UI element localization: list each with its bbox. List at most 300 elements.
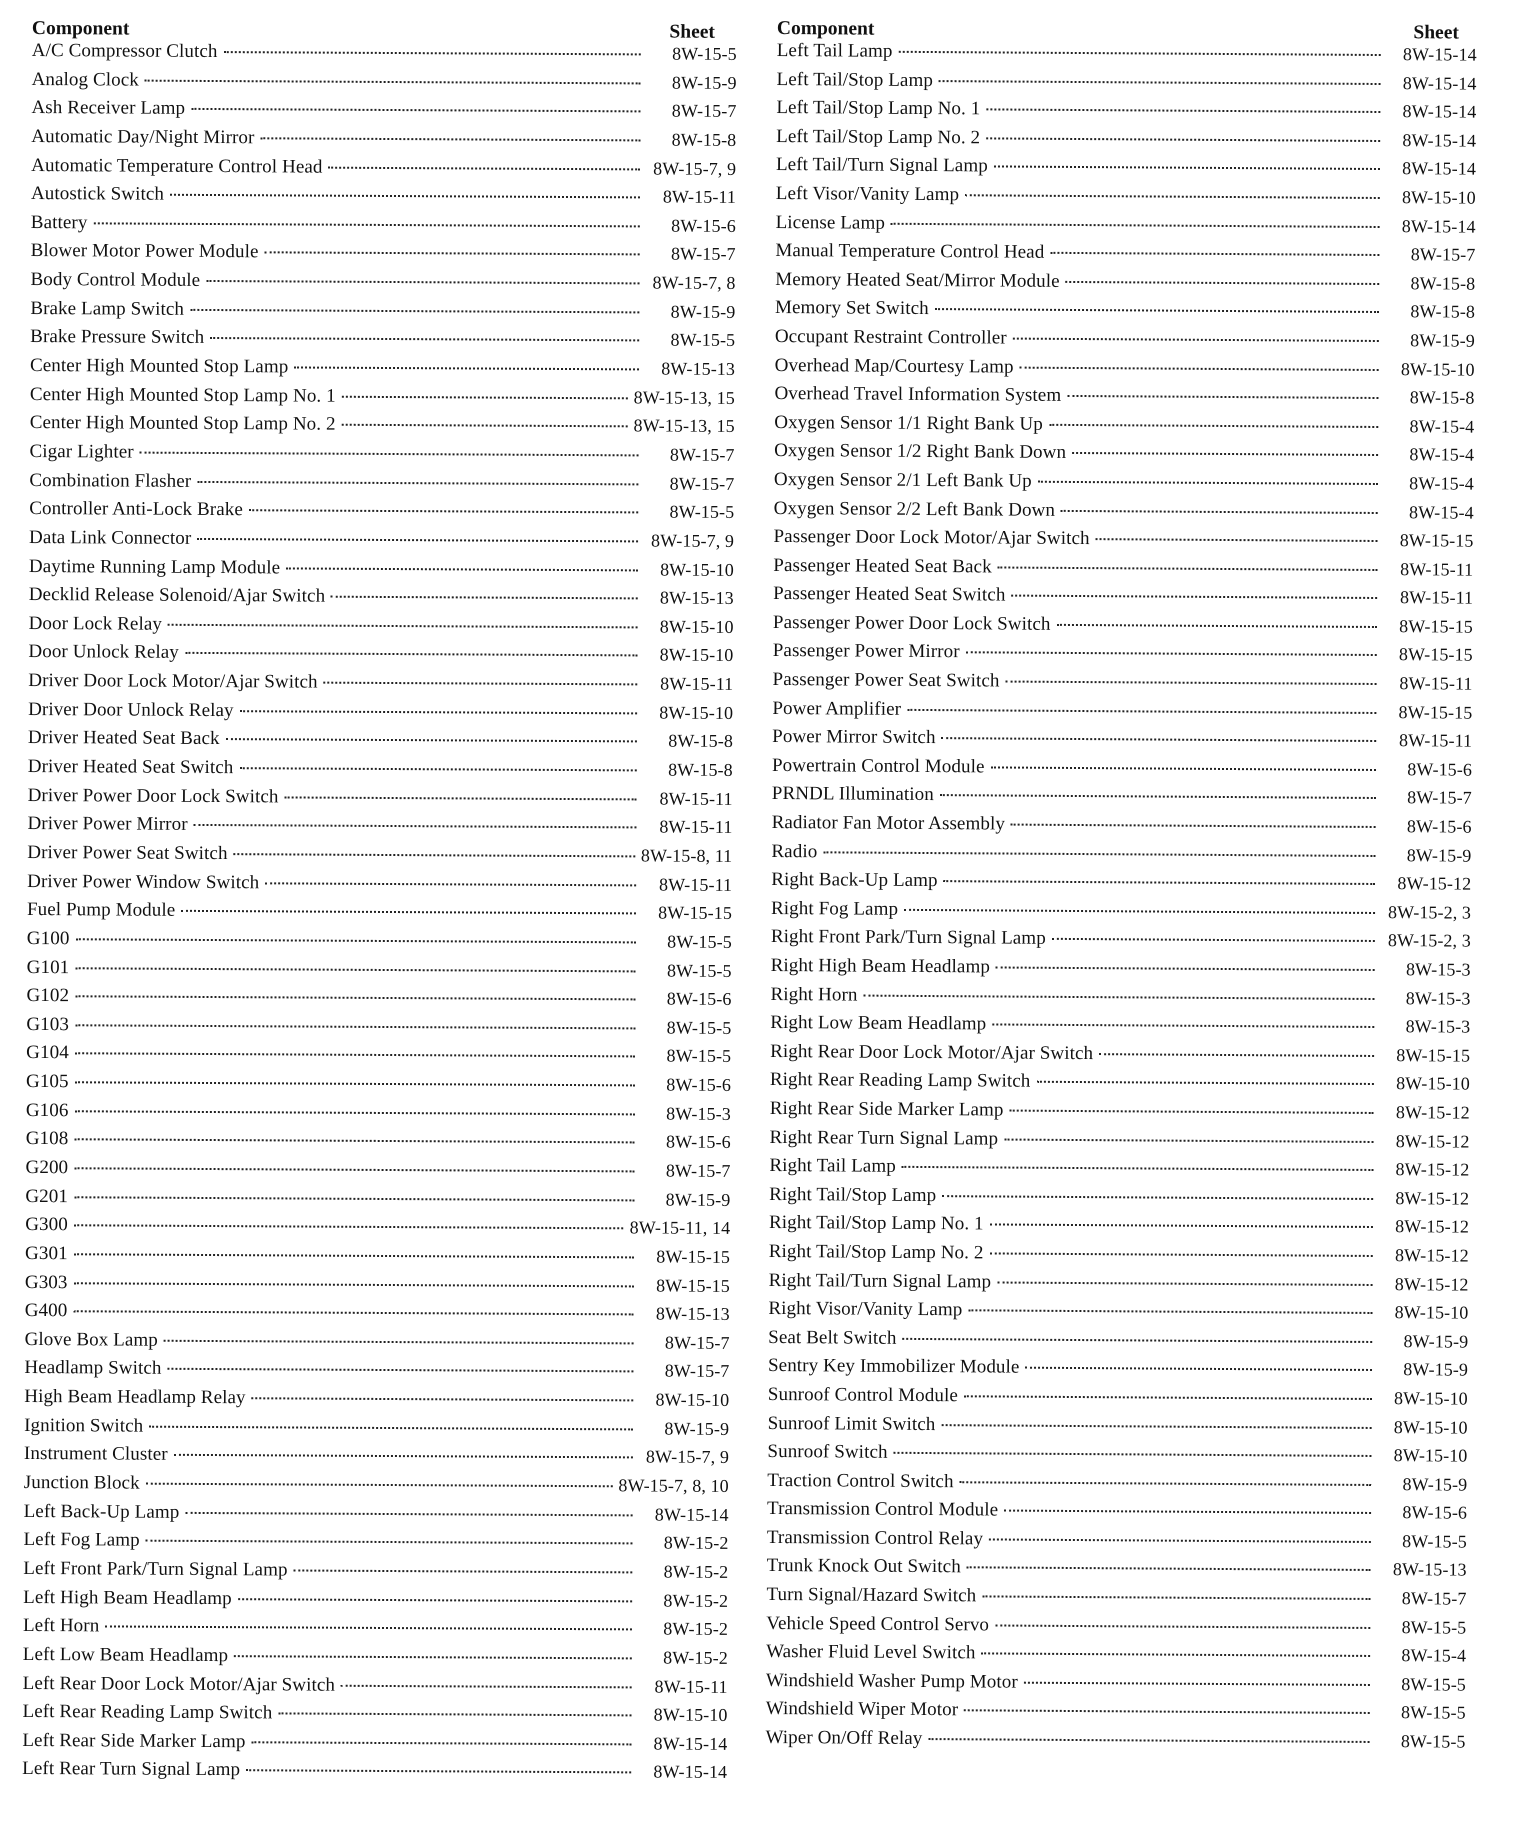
sheet-reference: 8W-15-7, 9 <box>653 158 737 179</box>
component-name: Passenger Heated Seat Back <box>773 554 992 578</box>
column-header <box>777 10 1477 45</box>
dot-leader <box>74 1282 634 1287</box>
dot-leader <box>294 367 639 371</box>
sheet-reference: 8W-15-9 <box>664 1418 730 1439</box>
list-item <box>31 183 736 216</box>
list-item <box>28 785 733 818</box>
component-name: Autostick Switch <box>30 183 165 205</box>
list-item <box>776 154 1476 187</box>
list-item <box>29 556 734 589</box>
sheet-reference: 8W-15-14 <box>1402 72 1477 94</box>
component-name: Left Fog Lamp <box>23 1529 140 1551</box>
sheet-reference: 8W-15-2 <box>663 1532 729 1554</box>
sheet-reference: 8W-15-3 <box>1405 959 1471 980</box>
sheet-reference: 8W-15-7, 9 <box>645 1446 730 1468</box>
component-name: Analog Clock <box>31 68 139 91</box>
sheet-reference: 8W-15-7, 8 <box>652 272 736 294</box>
dot-leader <box>146 1540 633 1545</box>
list-item <box>30 326 735 359</box>
sheet-reference: 8W-15-5 <box>670 329 736 351</box>
component-name: Right Fog Lamp <box>770 897 899 920</box>
component-name: Power Mirror Switch <box>772 726 936 749</box>
sheet-reference: 8W-15-13, 15 <box>633 387 735 408</box>
component-name: A/C Compressor Clutch <box>31 39 218 63</box>
sheet-reference: 8W-15-12 <box>1395 1102 1470 1123</box>
component-name: G108 <box>25 1128 69 1150</box>
dot-leader <box>93 222 639 227</box>
sheet-reference: 8W-15-10 <box>655 1389 730 1411</box>
dot-leader <box>174 1454 633 1459</box>
sheet-reference: 8W-15-7 <box>669 444 735 465</box>
sheet-header: Sheet <box>1413 22 1459 44</box>
sheet-reference: 8W-15-12 <box>1395 1216 1470 1237</box>
dot-leader <box>990 1224 1373 1229</box>
dot-leader <box>185 652 638 657</box>
list-item <box>775 269 1475 302</box>
dot-leader <box>331 596 638 600</box>
list-item <box>768 1355 1468 1388</box>
list-item <box>774 383 1474 416</box>
list-item <box>30 269 735 302</box>
list-item <box>26 1071 731 1104</box>
sheet-reference: 8W-15-12 <box>1394 1245 1469 1266</box>
dot-leader <box>265 252 640 256</box>
list-item <box>28 670 733 703</box>
dot-leader <box>982 1595 1370 1600</box>
dot-leader <box>992 1024 1374 1029</box>
sheet-reference: 8W-15-5 <box>672 43 737 64</box>
sheet-reference: 8W-15-10 <box>659 644 734 666</box>
component-name: Windshield Washer Pump Motor <box>765 1669 1018 1693</box>
component-name: Center High Mounted Stop Lamp <box>29 355 289 378</box>
list-item <box>27 899 732 932</box>
list-item <box>25 1272 730 1305</box>
component-name: Ash Receiver Lamp <box>31 97 186 120</box>
list-item <box>31 240 736 273</box>
dot-leader <box>1011 595 1377 599</box>
sheet-reference: 8W-15-11 <box>660 673 734 695</box>
sheet-reference: 8W-15-5 <box>666 1017 732 1038</box>
dot-leader <box>249 509 638 513</box>
list-item <box>768 1270 1468 1303</box>
list-item <box>31 126 736 159</box>
component-name: License Lamp <box>775 211 886 234</box>
component-name: Left Back-Up Lamp <box>23 1500 180 1523</box>
component-name: Right Tail/Stop Lamp No. 1 <box>768 1212 984 1235</box>
list-item <box>770 1012 1470 1045</box>
component-name: Left Rear Reading Lamp Switch <box>22 1701 273 1724</box>
list-item <box>767 1498 1467 1531</box>
list-item <box>26 1014 731 1047</box>
sheet-reference: 8W-15-5 <box>1400 1702 1466 1724</box>
component-name: Driver Power Window Switch <box>27 870 260 893</box>
component-name: Powertrain Control Module <box>771 754 985 778</box>
sheet-reference: 8W-15-11 <box>1399 587 1474 608</box>
component-name: Fuel Pump Module <box>26 899 176 922</box>
sheet-reference: 8W-15-7 <box>664 1361 730 1382</box>
sheet-reference: 8W-15-5 <box>667 931 732 952</box>
dot-leader <box>942 737 1377 742</box>
sheet-reference: 8W-15-12 <box>1395 1130 1470 1152</box>
sheet-reference: 8W-15-3 <box>1405 987 1471 1009</box>
list-item <box>32 40 737 73</box>
sheet-reference: 8W-15-7 <box>1407 787 1472 809</box>
list-item <box>775 326 1475 359</box>
list-item <box>31 97 736 130</box>
sheet-reference: 8W-15-8 <box>668 730 734 752</box>
sheet-reference: 8W-15-9 <box>1402 1473 1468 1495</box>
dot-leader <box>342 395 628 399</box>
component-name: Sunroof Control Module <box>767 1383 959 1407</box>
list-item <box>29 498 734 531</box>
component-name: G300 <box>25 1214 68 1236</box>
dot-leader <box>902 1166 1374 1171</box>
sheet-reference: 8W-15-13 <box>1392 1559 1467 1581</box>
list-item <box>774 469 1474 502</box>
column-header <box>32 14 737 44</box>
component-name: Left Tail/Turn Signal Lamp <box>775 154 988 177</box>
component-name: Right Front Park/Turn Signal Lamp <box>770 926 1046 950</box>
sheet-reference: 8W-15-11 <box>654 1676 728 1697</box>
sheet-reference: 8W-15-8, 11 <box>640 845 733 866</box>
sheet-reference: 8W-15-5 <box>1400 1731 1466 1752</box>
list-item <box>25 1157 730 1190</box>
dot-leader <box>75 995 635 1000</box>
list-item <box>777 40 1477 73</box>
dot-leader <box>997 1281 1372 1285</box>
list-item <box>32 69 737 102</box>
component-name: Body Control Module <box>30 269 201 292</box>
sheet-reference: 8W-15-5 <box>669 501 735 523</box>
component-name: G101 <box>26 956 70 978</box>
dot-leader <box>891 222 1380 227</box>
sheet-reference: 8W-15-10 <box>1400 358 1475 380</box>
sheet-reference: 8W-15-6 <box>671 215 736 236</box>
dot-leader <box>341 1684 632 1688</box>
sheet-reference: 8W-15-8 <box>671 129 737 150</box>
component-name: Vehicle Speed Control Servo <box>766 1612 990 1636</box>
component-name: Trunk Knock Out Switch <box>766 1555 961 1578</box>
dot-leader <box>1049 424 1378 428</box>
component-name: Left Tail/Stop Lamp No. 1 <box>776 97 981 120</box>
dot-leader <box>278 1713 631 1717</box>
component-name: Right Tail/Turn Signal Lamp <box>768 1269 992 1292</box>
sheet-reference: 8W-15-2 <box>663 1561 729 1582</box>
sheet-reference: 8W-15-4 <box>1401 1645 1467 1666</box>
component-name: Right Rear Reading Lamp Switch <box>769 1069 1031 1093</box>
component-name: Passenger Heated Seat Switch <box>773 583 1006 606</box>
dot-leader <box>324 682 638 686</box>
dot-leader <box>191 108 640 113</box>
list-item <box>768 1327 1468 1360</box>
list-item <box>23 1558 728 1591</box>
list-item <box>28 613 733 646</box>
sheet-reference: 8W-15-9 <box>1403 1359 1469 1380</box>
sheet-reference: 8W-15-9 <box>671 72 737 93</box>
list-item <box>27 813 732 846</box>
dot-leader <box>74 1110 634 1115</box>
dot-leader <box>1099 1053 1374 1057</box>
dot-leader <box>995 1624 1370 1628</box>
dot-leader <box>294 1569 633 1573</box>
component-list <box>765 40 1476 1760</box>
left-column <box>22 14 737 1791</box>
list-item <box>770 984 1470 1017</box>
component-name: Radiator Fan Motor Assembly <box>771 812 1006 835</box>
list-item <box>24 1415 729 1448</box>
list-item <box>24 1501 729 1534</box>
component-name: Right Tail/Stop Lamp No. 2 <box>768 1240 984 1264</box>
component-name: Driver Power Door Lock Switch <box>27 784 279 808</box>
list-item <box>772 783 1472 816</box>
list-item <box>766 1641 1466 1674</box>
list-item <box>770 1098 1470 1131</box>
list-item <box>775 297 1475 330</box>
component-name: Glove Box Lamp <box>24 1328 158 1351</box>
sheet-reference: 8W-15-8 <box>1410 301 1476 322</box>
component-name: Battery <box>30 211 88 234</box>
dot-leader <box>944 880 1376 885</box>
sheet-reference: 8W-15-8 <box>1410 272 1476 294</box>
sheet-reference: 8W-15-10 <box>1393 1388 1468 1409</box>
dot-leader <box>168 1368 634 1373</box>
dot-leader <box>145 79 641 84</box>
dot-leader <box>75 967 635 972</box>
dot-leader <box>74 1225 624 1230</box>
sheet-reference: 8W-15-15 <box>656 1246 731 1267</box>
list-item <box>772 669 1472 702</box>
list-item <box>766 1584 1466 1617</box>
dot-leader <box>74 1139 634 1144</box>
dot-leader <box>181 910 636 915</box>
dot-leader <box>1038 481 1378 485</box>
dot-leader <box>968 1309 1372 1314</box>
sheet-reference: 8W-15-14 <box>653 1761 728 1783</box>
list-item <box>776 69 1476 102</box>
sheet-reference: 8W-15-12 <box>1397 873 1472 894</box>
component-name: Right High Beam Headlamp <box>770 954 991 978</box>
sheet-reference: 8W-15-10 <box>1401 187 1476 208</box>
list-item <box>31 212 736 245</box>
sheet-reference: 8W-15-10 <box>1396 1073 1470 1094</box>
sheet-reference: 8W-15-7, 8, 10 <box>618 1475 729 1496</box>
list-item <box>30 412 735 445</box>
component-name: Right Low Beam Headlamp <box>770 1012 987 1035</box>
dot-leader <box>74 1167 634 1172</box>
sheet-reference: 8W-15-2 <box>663 1590 729 1611</box>
component-name: Overhead Travel Information System <box>774 383 1062 407</box>
list-item <box>769 1212 1469 1245</box>
dot-leader <box>994 166 1380 171</box>
sheet-reference: 8W-15-14 <box>1401 215 1476 237</box>
component-name: PRNDL Illumination <box>771 783 934 806</box>
list-item <box>25 1186 730 1219</box>
dot-leader <box>1013 338 1379 342</box>
sheet-reference: 8W-15-5 <box>1401 1616 1467 1638</box>
list-item <box>25 1300 730 1333</box>
component-list <box>22 40 737 1791</box>
component-name: Left High Beam Headlamp <box>23 1586 232 1609</box>
list-item <box>27 871 732 904</box>
list-item <box>767 1527 1467 1560</box>
component-name: Driver Heated Seat Back <box>27 727 220 750</box>
list-item <box>774 497 1474 530</box>
component-name: Memory Set Switch <box>774 297 929 320</box>
component-name: G303 <box>24 1271 68 1293</box>
sheet-reference: 8W-15-9 <box>1410 330 1475 351</box>
sheet-reference: 8W-15-13, 15 <box>633 415 735 437</box>
dot-leader <box>224 51 641 55</box>
sheet-reference: 8W-15-7 <box>1401 1588 1467 1609</box>
sheet-reference: 8W-15-10 <box>1394 1302 1469 1323</box>
component-name: High Beam Headlamp Relay <box>24 1386 246 1409</box>
component-name: Data Link Connector <box>29 526 192 549</box>
list-item <box>25 1243 730 1276</box>
dot-leader <box>986 137 1380 142</box>
dot-leader <box>238 1598 632 1602</box>
dot-leader <box>329 166 641 170</box>
sheet-reference: 8W-15-11 <box>662 186 737 208</box>
dot-leader <box>73 1310 633 1315</box>
sheet-reference: 8W-15-9 <box>670 301 736 322</box>
component-name: Center High Mounted Stop Lamp No. 1 <box>29 383 336 407</box>
list-item <box>29 584 734 617</box>
list-item <box>23 1672 728 1705</box>
sheet-reference: 8W-15-8 <box>668 759 733 780</box>
dot-leader <box>935 308 1379 313</box>
list-item <box>770 1041 1470 1074</box>
component-name: Manual Temperature Control Head <box>775 240 1045 263</box>
dot-leader <box>1006 681 1377 685</box>
dot-leader <box>75 1053 635 1058</box>
list-item <box>22 1758 727 1791</box>
dot-leader <box>190 309 639 314</box>
dot-leader <box>966 652 1377 657</box>
list-item <box>771 955 1471 988</box>
component-name: Sentry Key Immobilizer Module <box>767 1355 1020 1378</box>
list-item <box>768 1412 1468 1445</box>
sheet-reference: 8W-15-5 <box>666 960 732 981</box>
component-name: Seat Belt Switch <box>768 1326 897 1349</box>
list-item <box>31 155 736 188</box>
dot-leader <box>194 824 637 828</box>
list-item <box>25 1214 730 1247</box>
dot-leader <box>1036 1081 1373 1085</box>
component-name: Sunroof Switch <box>767 1441 888 1463</box>
sheet-reference: 8W-15-15 <box>658 902 733 924</box>
dot-leader <box>1025 1367 1372 1371</box>
list-item <box>28 699 733 732</box>
list-item <box>27 842 732 875</box>
sheet-reference: 8W-15-7 <box>670 244 736 265</box>
component-name: Left Front Park/Turn Signal Lamp <box>23 1557 288 1581</box>
dot-leader <box>941 1424 1371 1429</box>
sheet-reference: 8W-15-10 <box>659 702 734 723</box>
component-name: G105 <box>25 1071 69 1093</box>
list-item <box>774 440 1474 473</box>
dot-leader <box>1004 1138 1373 1142</box>
dot-leader <box>234 853 635 857</box>
list-item <box>23 1587 728 1620</box>
list-item <box>767 1470 1467 1503</box>
dot-leader <box>902 1338 1372 1343</box>
list-item <box>766 1670 1466 1703</box>
list-item <box>23 1529 728 1562</box>
list-item <box>769 1155 1469 1188</box>
sheet-reference: 8W-15-3 <box>666 1103 731 1124</box>
list-item <box>24 1443 729 1476</box>
dot-leader <box>899 51 1381 56</box>
list-item <box>769 1127 1469 1160</box>
component-name: Passenger Power Door Lock Switch <box>772 611 1051 635</box>
component-name: Combination Flasher <box>29 469 192 492</box>
sheet-reference: 8W-15-12 <box>1395 1159 1470 1180</box>
list-item <box>768 1298 1468 1331</box>
sheet-reference: 8W-15-11 <box>1399 730 1473 751</box>
component-name: Right Rear Turn Signal Lamp <box>769 1126 999 1150</box>
sheet-reference: 8W-15-10 <box>659 616 734 637</box>
dot-leader <box>197 538 638 542</box>
sheet-header: Sheet <box>669 21 715 43</box>
component-name: Left Rear Side Marker Lamp <box>22 1729 246 1753</box>
component-name: G106 <box>25 1099 69 1121</box>
component-header: Component <box>776 17 875 40</box>
dot-leader <box>942 1195 1373 1200</box>
component-name: Instrument Cluster <box>23 1443 168 1466</box>
sheet-reference: 8W-15-2 <box>663 1618 729 1640</box>
list-item <box>766 1613 1466 1646</box>
component-name: Daytime Running Lamp Module <box>28 555 281 578</box>
dot-leader <box>285 796 637 800</box>
sheet-reference: 8W-15-11 <box>658 874 733 895</box>
component-name: Memory Heated Seat/Mirror Module <box>775 268 1060 292</box>
component-name: Headlamp Switch <box>24 1357 162 1380</box>
component-name: Transmission Control Relay <box>766 1526 984 1550</box>
dot-leader <box>1020 366 1379 370</box>
list-item <box>23 1644 728 1677</box>
component-name: Wiper On/Off Relay <box>765 1726 923 1750</box>
list-item <box>26 1042 731 1075</box>
component-name: Oxygen Sensor 2/2 Left Bank Down <box>773 497 1056 521</box>
list-item <box>30 355 735 388</box>
list-item <box>773 640 1473 673</box>
dot-leader <box>965 194 1380 199</box>
sheet-reference: 8W-15-10 <box>660 559 734 580</box>
dot-leader <box>1072 452 1378 456</box>
sheet-reference: 8W-15-13 <box>659 587 734 609</box>
list-item <box>772 755 1472 788</box>
list-item <box>776 126 1476 159</box>
component-name: Door Unlock Relay <box>28 641 179 664</box>
dot-leader <box>286 567 638 571</box>
sheet-reference: 8W-15-6 <box>665 1131 731 1153</box>
list-item <box>771 898 1471 931</box>
dot-leader <box>928 1738 1369 1743</box>
component-name: Decklid Release Solenoid/Ajar Switch <box>28 584 326 607</box>
dot-leader <box>894 1452 1372 1457</box>
dot-leader <box>210 337 639 341</box>
component-name: Oxygen Sensor 1/2 Right Bank Down <box>774 440 1067 464</box>
dot-leader <box>240 710 637 714</box>
list-item <box>776 212 1476 245</box>
sheet-reference: 8W-15-14 <box>1402 101 1477 122</box>
list-item <box>23 1615 728 1648</box>
component-name: Passenger Power Seat Switch <box>772 669 1000 692</box>
sheet-reference: 8W-15-2, 3 <box>1388 901 1472 923</box>
component-name: Left Tail/Stop Lamp No. 2 <box>776 125 981 149</box>
component-name: Passenger Door Lock Motor/Ajar Switch <box>773 526 1090 550</box>
list-item <box>769 1241 1469 1274</box>
